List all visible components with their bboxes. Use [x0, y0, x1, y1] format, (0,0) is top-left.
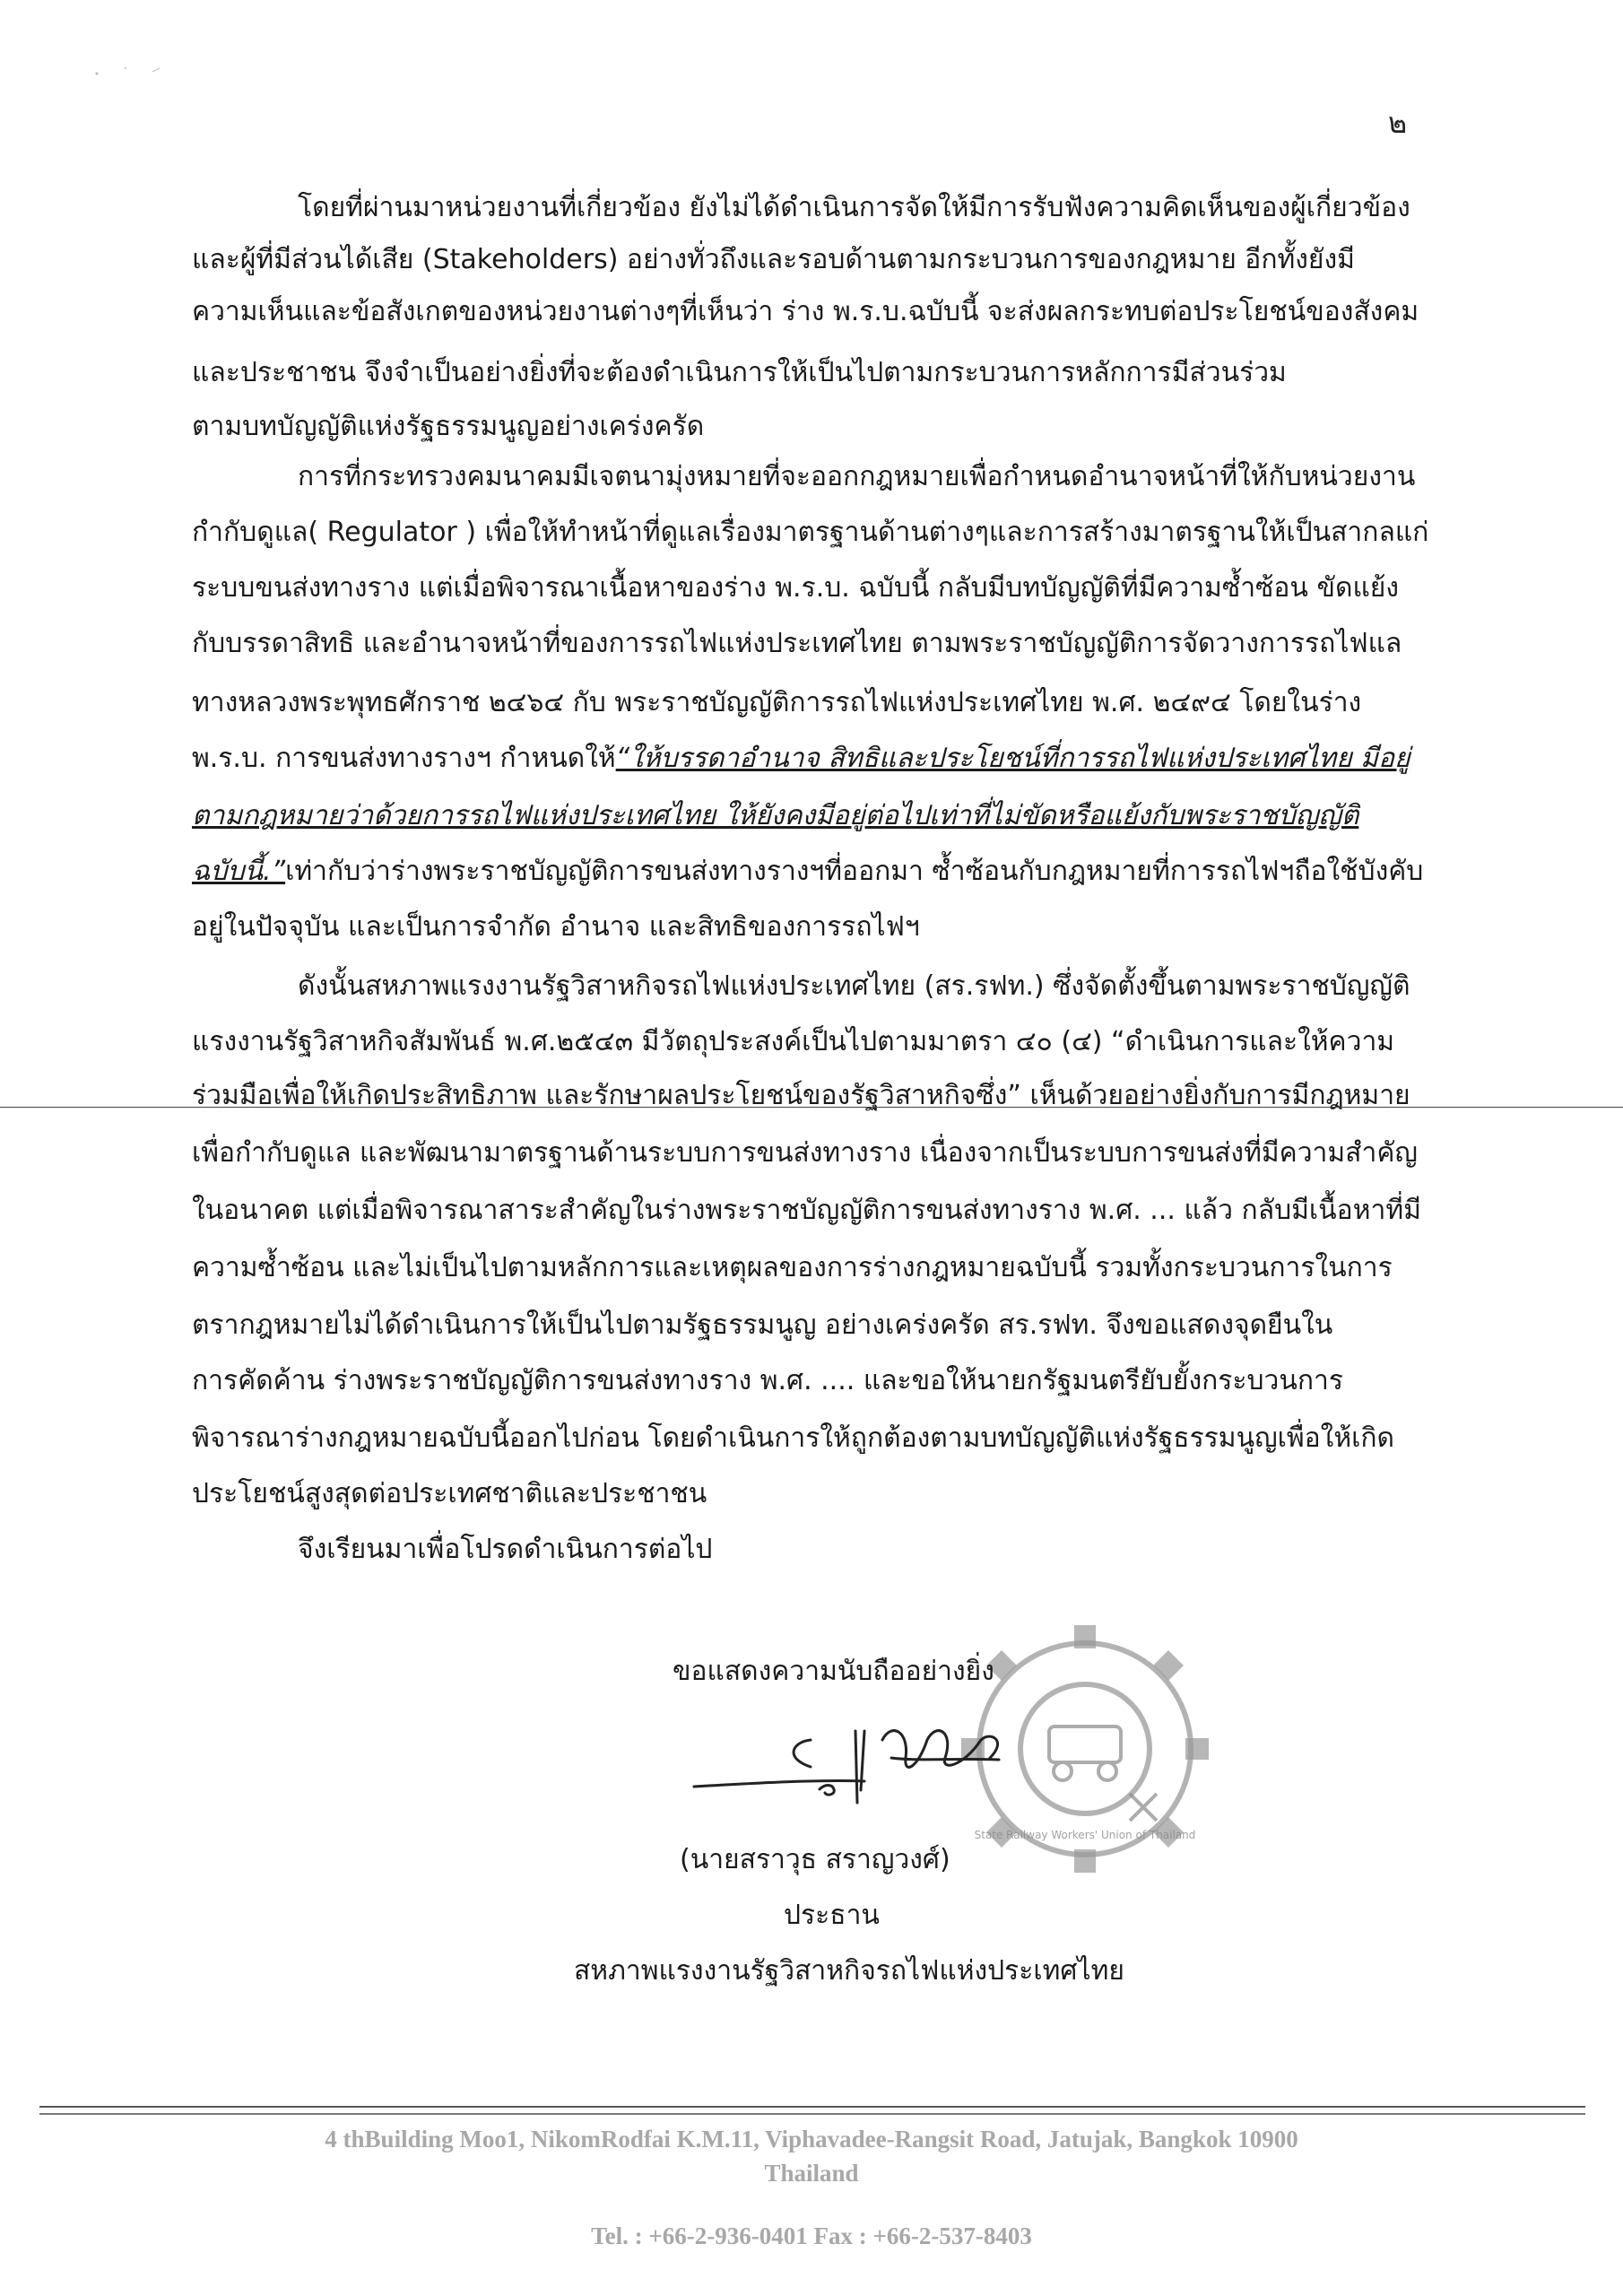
p3-line-8: การคัดค้าน ร่างพระราชบัญญัติการขนส่งทางราง พ.ศ. .... และขอให้นายกรัฐมนตรียับยั้งกระบวนการ [192, 1365, 1344, 1396]
seal-text: State Railway Workers' Union of Thailand [974, 1829, 1196, 1841]
letterhead-footer [0, 2122, 1623, 2253]
p3-line-6: ความซ้ำซ้อน และไม่เป็นไปตามหลักการและเหตุผลของการร่างกฎหมายฉบับนี้ รวมทั้งกระบวนการในการ [192, 1252, 1393, 1283]
quoted-clause-part-2: ตามกฎหมายว่าด้วยการรถไฟแห่งประเทศไทย ให้ยังคงมีอยู่ต่อไปเท่าที่ไม่ขัดหรือแย้งกับพระราชบัญญัติ [192, 800, 1359, 831]
footer-address-line-1: 4 thBuilding Moo1, NikomRodfai K.M.11, Viphavadee-Rangsit Road, Jatujak, Bangkok 10900 [325, 2126, 1298, 2152]
p2-line-5: ทางหลวงพระพุทธศักราช ๒๔๖๔ กับ พระราชบัญญัติการรถไฟแห่งประเทศไทย พ.ศ. ๒๔๙๔ โดยในร่าง [192, 687, 1362, 718]
p3-line-4: เพื่อกำกับดูแล และพัฒนามาตรฐานด้านระบบการขนส่งทางราง เนื่องจากเป็นระบบการขนส่งที่มีความสำคัญ [192, 1137, 1418, 1169]
handwritten-signature [685, 1704, 1026, 1821]
p3-line-3: ร่วมมือเพื่อให้เกิดประสิทธิภาพ และรักษาผลประโยชน์ของรัฐวิสาหกิจซึ่ง” เห็นด้วยอย่างยิ่งกับการมีกฎหมาย [192, 1080, 1410, 1111]
p3-line-9: พิจารณาร่างกฎหมายฉบับนี้ออกไปก่อน โดยดำเนินการให้ถูกต้องตามบทบัญญัติแห่งรัฐธรรมนูญเพื่อให้เกิด [192, 1422, 1395, 1454]
p2-line-8 [192, 850, 1423, 892]
p2-line-2: กำกับดูแล( Regulator ) เพื่อให้ทำหน้าที่ดูแลเรื่องมาตรฐานด้านต่างๆและการสร้างมาตรฐานให้เป็นสากลแก่ [192, 517, 1429, 548]
closing-line: จึงเรียนมาเพื่อโปรดดำเนินการต่อไป [298, 1534, 713, 1565]
page-number: ๒ [1388, 106, 1408, 140]
p3-line-10: ประโยชน์สูงสุดต่อประเทศชาติและประชาชน [192, 1478, 707, 1509]
p1-line-4: และประชาชน จึงจำเป็นอย่างยิ่งที่จะต้องดำเนินการให้เป็นไปตามกระบวนการหลักการมีส่วนร่วม [192, 357, 1287, 388]
quoted-clause-part-3: ฉบับนี้.” [192, 856, 286, 887]
p1-line-5: ตามบทบัญญัติแห่งรัฐธรรมนูญอย่างเคร่งครัด [192, 411, 705, 442]
closing-salutation: ขอแสดงความนับถืออย่างยิ่ง [673, 1656, 994, 1687]
footer-address-line-2: Thailand [764, 2160, 859, 2187]
p2-line-8-suffix: เท่ากับว่าร่างพระราชบัญญัติการขนส่งทางรางฯที่ออกมา ซ้ำซ้อนกับกฎหมายที่การรถไฟฯถือใช้บังคับ [285, 856, 1424, 887]
p1-line-3: ความเห็นและข้อสังเกตของหน่วยงานต่างๆที่เห็นว่า ร่าง พ.ร.บ.ฉบับนี้ จะส่งผลกระทบต่อประโยชน์ของสังคม [192, 296, 1419, 327]
footer-contact: Tel. : +66-2-936-0401 Fax : +66-2-537-8403 [591, 2222, 1032, 2249]
p2-line-4: กับบรรดาสิทธิ และอำนาจหน้าที่ของการรถไฟแห่งประเทศไทย ตามพระราชบัญญัติการจัดวางการรถไฟแล [192, 628, 1402, 659]
scan-specks [90, 63, 197, 135]
p3-line-2: แรงงานรัฐวิสาหกิจสัมพันธ์ พ.ศ.๒๕๔๓ มีวัตถุประสงค์เป็นไปตามมาตรา ๔๐ (๔) “ดำเนินการและให้ความ [192, 1026, 1395, 1057]
p2-line-9: อยู่ในปัจจุบัน และเป็นการจำกัด อำนาจ และสิทธิของการรถไฟฯ [192, 911, 920, 943]
footer-divider [39, 2106, 1585, 2115]
p2-line-6 [192, 737, 1410, 779]
signatory-position: ประธาน [784, 1900, 880, 1931]
p3-line-7: ตรากฎหมายไม่ได้ดำเนินการให้เป็นไปตามรัฐธรรมนูญ อย่างเคร่งครัด สร.รฟท. จึงขอแสดงจุดยืนใน [192, 1309, 1333, 1341]
p2-line-3: ระบบขนส่งทางราง แต่เมื่อพิจารณาเนื้อหาของร่าง พ.ร.บ. ฉบับนี้ กลับมีบทบัญญัติที่มีความซ้ำซ้อน ขัดแย้ง [192, 572, 1400, 604]
p2-line-6-prefix: พ.ร.บ. การขนส่งทางรางฯ กำหนดให้ [192, 743, 616, 774]
signatory-name: (นายสราวุธ สราญวงศ์) [680, 1844, 950, 1875]
p3-line-1: ดังนั้นสหภาพแรงงานรัฐวิสาหกิจรถไฟแห่งประเทศไทย (สร.รฟท.) ซึ่งจัดตั้งขึ้นตามพระราชบัญญัติ [298, 970, 1410, 1002]
p1-line-1: โดยที่ผ่านมาหน่วยงานที่เกี่ยวข้อง ยังไม่ได้ดำเนินการจัดให้มีการรับฟังความคิดเห็นของผู้เกี่ยวข้อง [298, 192, 1410, 223]
signatory-organization: สหภาพแรงงานรัฐวิสาหกิจรถไฟแห่งประเทศไทย [574, 1955, 1124, 1987]
p2-line-1: การที่กระทรวงคมนาคมมีเจตนามุ่งหมายที่จะออกกฎหมายเพื่อกำหนดอำนาจหน้าที่ให้กับหน่วยงาน [298, 461, 1416, 492]
scan-horizontal-line [0, 1107, 1623, 1108]
quoted-clause-part-1: “ให้บรรดาอำนาจ สิทธิและประโยชน์ที่การรถไฟแห่งประเทศไทย มีอยู่ [615, 743, 1410, 774]
p1-line-2: และผู้ที่มีส่วนได้เสีย (Stakeholders) อย่างทั่วถึงและรอบด้านตามกระบวนการของกฎหมาย อีกทั้งยังมี [192, 244, 1355, 275]
p3-line-5: ในอนาคต แต่เมื่อพิจารณาสาระสำคัญในร่างพระราชบัญญัติการขนส่งทางราง พ.ศ. ... แล้ว กลับมีเนื้อหาที่มี [192, 1195, 1421, 1226]
